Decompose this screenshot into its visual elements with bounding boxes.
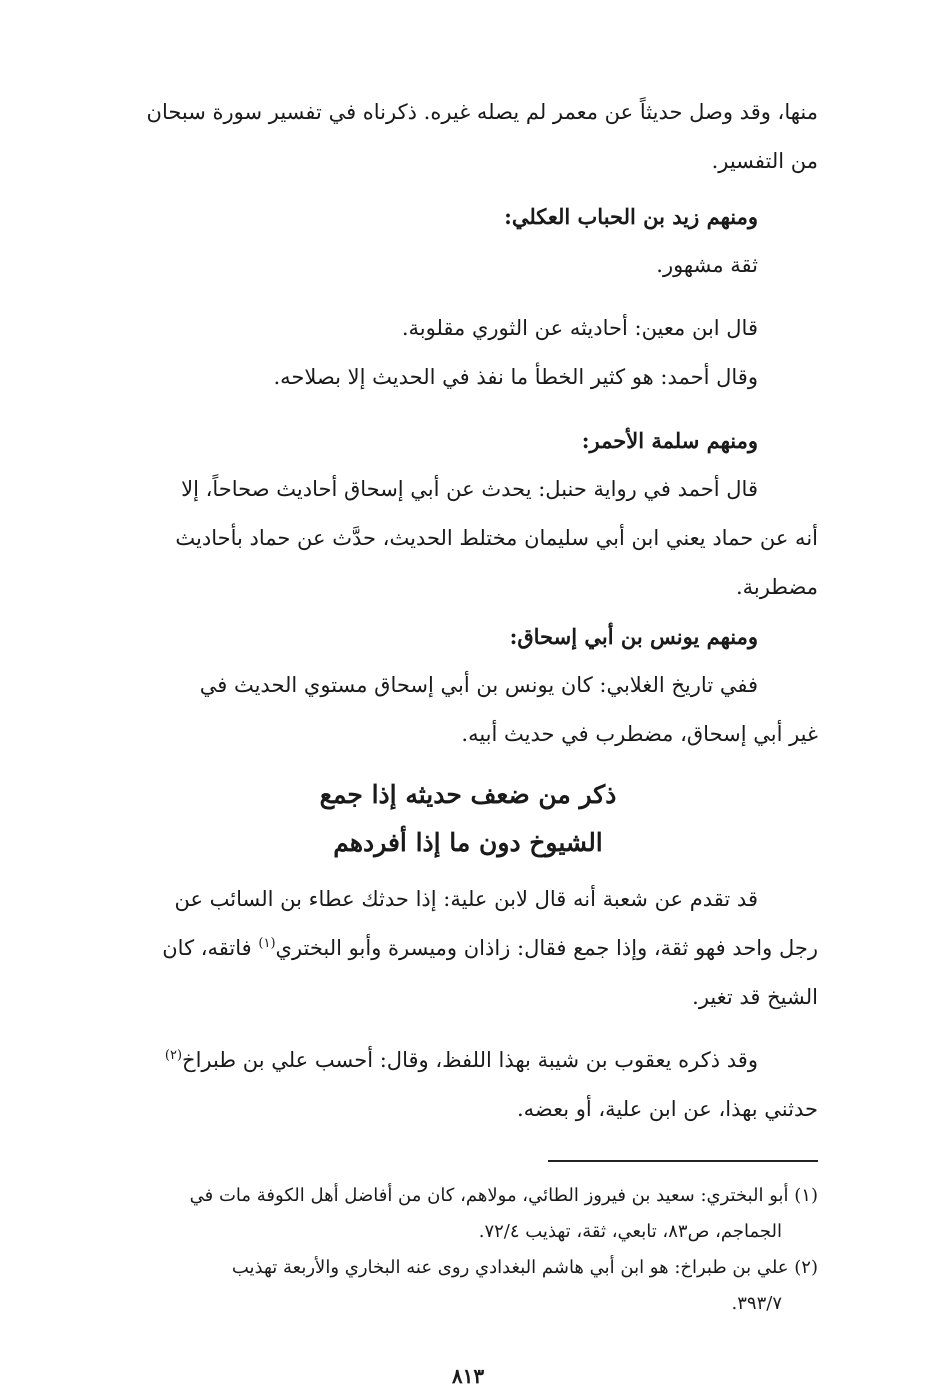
document-page xyxy=(118,88,818,1388)
footnote-1: (١) أبو البختري: سعيد بن فيروز الطائي، مولاهم، كان من أفاضل أهل الكوفة مات في xyxy=(189,1185,818,1206)
body-line: منها، وقد وصل حديثاً عن معمر لم يصله غيره. ذكرناه في تفسير سورة سبحان xyxy=(146,100,818,124)
body-text: رجل واحد فهو ثقة، وإذا جمع فقال: زاذان وميسرة وأبو البختري xyxy=(275,936,818,960)
body-line xyxy=(118,1036,818,1085)
body-line: ثقة مشهور. xyxy=(656,253,758,277)
body-line: مضطربة. xyxy=(735,575,818,599)
footnote-2: (٢) علي بن طبراخ: هو ابن أبي هاشم البغدادي روى عنه البخاري والأربعة تهذيب xyxy=(231,1257,818,1278)
footnote-2-continued: ٣٩٣/٧. xyxy=(731,1293,782,1314)
footnote-divider xyxy=(548,1160,818,1162)
narrator-heading-salama: ومنهم سلمة الأحمر: xyxy=(581,428,758,453)
narrator-heading-yunus: ومنهم يونس بن أبي إسحاق: xyxy=(509,624,758,649)
body-line: حدثني بهذا، عن ابن علية، أو بعضه. xyxy=(516,1097,818,1121)
body-line: ففي تاريخ الغلابي: كان يونس بن أبي إسحاق مستوي الحديث في xyxy=(199,673,758,697)
body-line: وقال أحمد: هو كثير الخطأ ما نفذ في الحديث إلا بصلاحه. xyxy=(273,365,758,389)
body-text: وقد ذكره يعقوب بن شيبة بهذا اللفظ، وقال: أحسب علي بن طبراخ xyxy=(182,1048,758,1072)
footnote-ref-2[interactable]: (٢) xyxy=(164,1048,183,1063)
section-heading-line-2: الشيوخ دون ما إذا أفردهم xyxy=(333,828,603,857)
body-line: غير أبي إسحاق، مضطرب في حديث أبيه. xyxy=(461,722,818,746)
body-text: فاتقه، كان xyxy=(162,936,259,960)
body-line: الشيخ قد تغير. xyxy=(692,985,818,1009)
section-heading xyxy=(118,771,818,867)
section-heading-line-1: ذكر من ضعف حديثه إذا جمع xyxy=(319,780,617,809)
body-line xyxy=(118,924,818,973)
body-line: قال ابن معين: أحاديثه عن الثوري مقلوبة. xyxy=(401,316,758,340)
footnote-ref-1[interactable]: (١) xyxy=(258,936,276,951)
body-line: أنه عن حماد يعني ابن أبي سليمان مختلط الحديث، حدَّث عن حماد بأحاديث xyxy=(175,526,818,550)
body-line: من التفسير. xyxy=(711,149,818,173)
body-line: قال أحمد في رواية حنبل: يحدث عن أبي إسحاق أحاديث صحاحاً، إلا xyxy=(181,477,758,501)
footnote-1-continued: الجماجم، ص٨٣، تابعي، ثقة، تهذيب ٧٢/٤. xyxy=(478,1221,782,1242)
body-line: قد تقدم عن شعبة أنه قال لابن علية: إذا حدثك عطاء بن السائب عن xyxy=(174,887,758,911)
page-number: ٨١٣ xyxy=(451,1364,485,1388)
narrator-heading-zayd: ومنهم زيد بن الحباب العكلي: xyxy=(504,204,758,229)
